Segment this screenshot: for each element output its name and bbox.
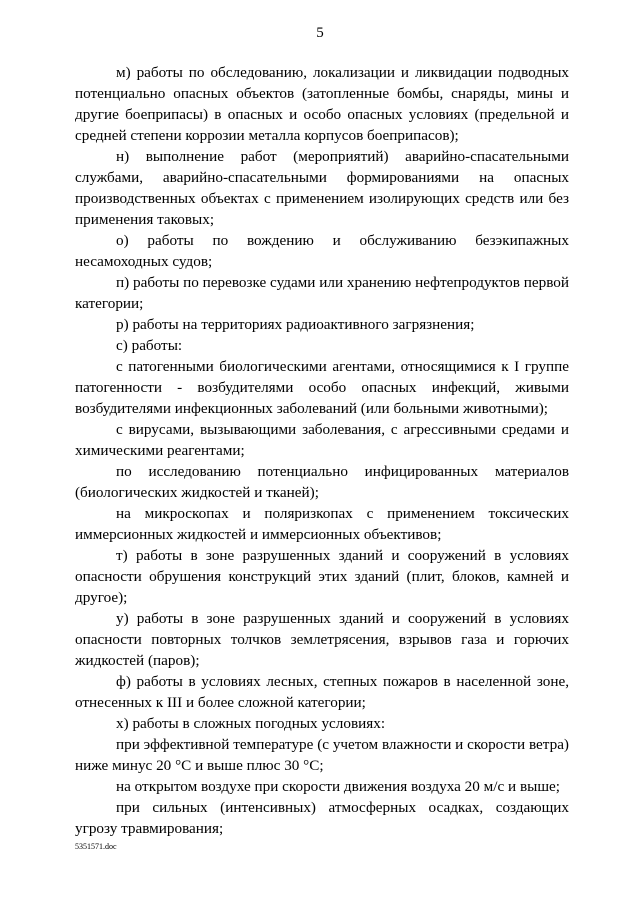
paragraph-s-item-3: по исследованию потенциально инфицированных материалов (биологических жидкостей и тканей); [75,463,569,501]
paragraph-s: с) работы: [116,337,183,354]
paragraph-t: т) работы в зоне разрушенных зданий и сооружений в условиях опасности обрушения конструкций этих зданий (плит, блоков, камней и другое); [75,547,569,606]
paragraph-m: м) работы по обследованию, локализации и ликвидации подводных потенциально опасных объектов (затопленные бомбы, снаряды, мины и другие боеприпасы) в опасных и особо опасных условиях (предельной и средней степени коррозии металла корпусов боеприпасов); [75,64,569,144]
document-body [75,62,569,839]
paragraph-r: р) работы на территориях радиоактивного загрязнения; [116,316,475,333]
paragraph-s-item-2: с вирусами, вызывающими заболевания, с агрессивными средами и химическими реагентами; [75,421,569,459]
paragraph-u: у) работы в зоне разрушенных зданий и сооружений в условиях опасности повторных толчков землетрясения, взрывов газа и горючих жидкостей (паров); [75,610,569,669]
document-filename: 5351571.doc [75,842,117,851]
paragraph-f: ф) работы в условиях лесных, степных пожаров в населенной зоне, отнесенных к III и более сложной категории; [75,673,569,711]
paragraph-kh-item-3: при сильных (интенсивных) атмосферных осадках, создающих угрозу травмирования; [75,799,569,837]
paragraph-o: о) работы по вождению и обслуживанию безэкипажных несамоходных судов; [75,232,569,270]
paragraph-s-item-4: на микроскопах и поляризкопах с применением токсических иммерсионных жидкостей и иммерсионных объективов; [75,505,569,543]
paragraph-n: н) выполнение работ (мероприятий) аварийно-спасательными службами, аварийно-спасательными формированиями на опасных производственных объектах с применением изолирующих средств или без применения таковых; [75,148,569,228]
paragraph-p: п) работы по перевозке судами или хранению нефтепродуктов первой категории; [75,274,569,312]
paragraph-kh-item-2: на открытом воздухе при скорости движения воздуха 20 м/с и выше; [116,778,560,795]
paragraph-kh: х) работы в сложных погодных условиях: [116,715,386,732]
paragraph-s-item-1: с патогенными биологическими агентами, относящимися к I группе патогенности - возбудителями особо опасных инфекций, живыми возбудителями инфекционных заболеваний (или больными животными); [75,358,569,417]
page-number: 5 [316,25,324,41]
paragraph-kh-item-1: при эффективной температуре (с учетом влажности и скорости ветра) ниже минус 20 °C и выше плюс 30 °C; [75,736,569,774]
